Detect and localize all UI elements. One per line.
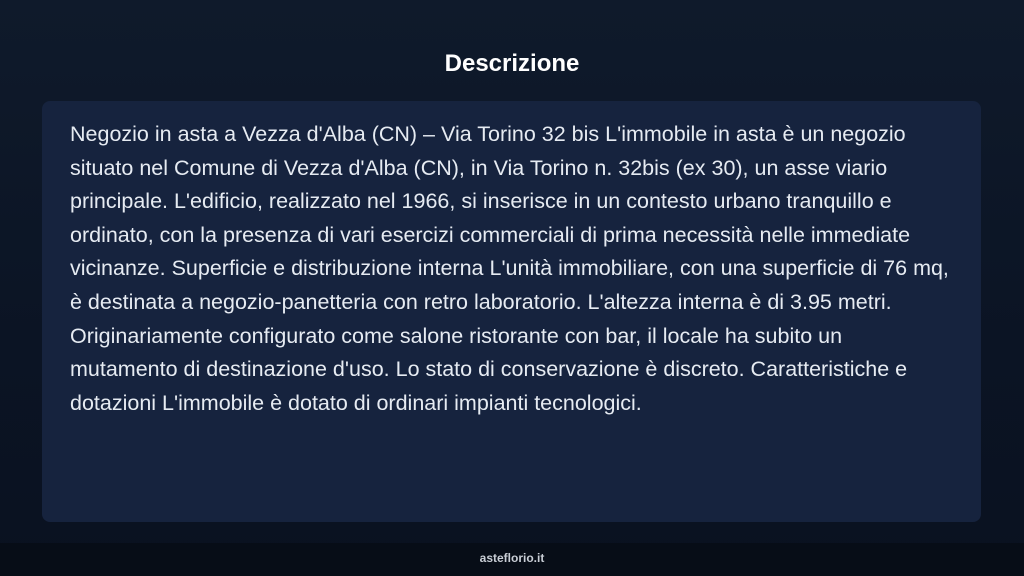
description-text: Negozio in asta a Vezza d'Alba (CN) – Via Torino 32 bis L'immobile in asta è un negozio situato nel Comune di Vezza d'Alba (CN), in Via Torino n. 32bis (ex 30), un asse viario principale. L'edificio, realizzato nel 1966, si inserisce in un contesto urbano tranquillo e ordinato, con la presenza di vari esercizi commerciali di prima necessità nelle immediate vicinanze. Superficie e distribuzione interna L'unità immobiliare, con una superficie di 76 mq, è destinata a negozio-panetteria con retro laboratorio. L'altezza interna è di 3.95 metri. Originariamente configurato come salone ristorante con bar, il locale ha subito un mutamento di destinazione d'uso. Lo stato di conservazione è discreto. Caratteristiche e dotazioni L'immobile è dotato di ordinari impianti tecnologici. [70,122,949,415]
footer-site-label: asteflorio.it [479,551,545,565]
page-title: Descrizione [444,50,580,77]
description-card [42,101,981,522]
footer [0,543,1024,576]
